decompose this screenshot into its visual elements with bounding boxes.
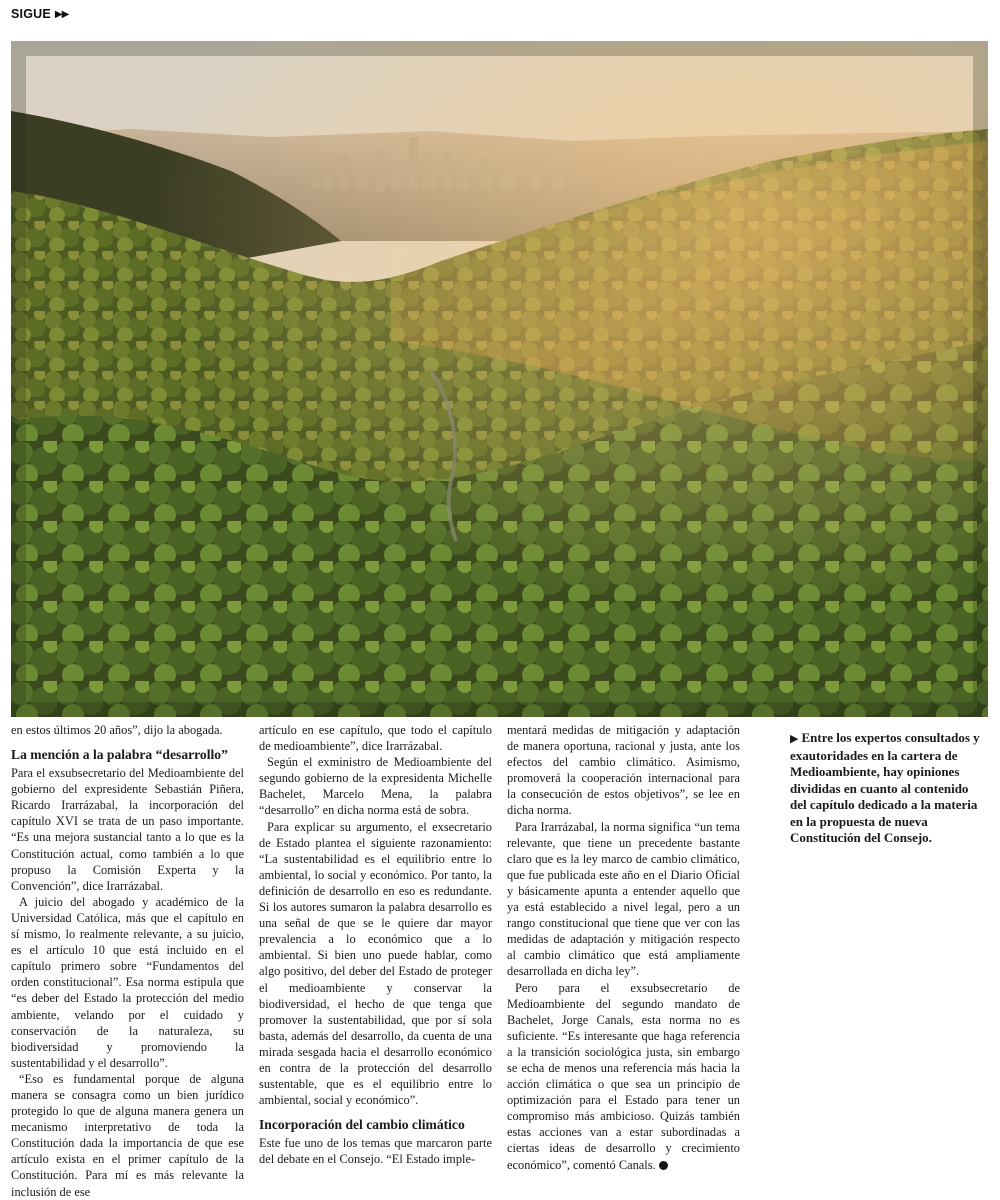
article-column-1 xyxy=(11,722,244,1200)
paragraph: Para Irarrázabal, la norma significa “un tema relevante, que tiene un precedente bastante claro que es la ley marco de cambio climático, que fue publicada este año en el Diario Oficial y básicamente apunta a entender aquello que ya está establecido a nivel legal, pero a un rango constitucional que tiene que ver con las medidas de adaptación y mitigación respecto al cambio climático que está ampliamente desarrollada en dicha ley”. xyxy=(507,819,740,979)
sidebar-text: Entre los expertos consultados y exautoridades en la cartera de Medioambiente, hay opiniones divididas en cuanto al contenido del capítulo dedicado a la materia en la propuesta de nueva Constitución del Consejo. xyxy=(790,730,980,845)
section-heading: La mención a la palabra “desarrollo” xyxy=(11,747,228,763)
paragraph-text: Pero para el exsubsecretario de Medioambiente del segundo mandato de Bachelet, Jorge Canals, esta norma no es suficiente. “Es interesante que haga referencia a la transición sociológica justa, sin embargo se echa de menos una referencia más hacia la acción climática o que sea un principio de optimización para el Estado para tener un compromiso más ambicioso. Quizás también estas acciones van a estar subordinadas a ciertas ideas de desarrollo y crecimiento económico”, comentó Canals. xyxy=(507,980,740,1172)
triangle-marker-icon: ▶ xyxy=(790,733,799,745)
paragraph: artículo en ese capítulo, que todo el capítulo de medioambiente”, dice Irarrázabal. xyxy=(259,723,492,754)
continue-text: SIGUE xyxy=(11,7,51,21)
sidebar-summary xyxy=(790,730,988,847)
paragraph: “Eso es fundamental porque de alguna manera se consagra como un bien jurídico protegido lo que de alguna manera genera un mecanismo interpretativo de toda la Constitución dada la importancia de que ese artículo exista en el primer capítulo de la Constitución. Para mí es más relevante la inclusión de ese xyxy=(11,1071,244,1199)
paragraph: Para explicar su argumento, el exsecretario de Estado plantea el siguiente razonamiento: “La sustentabilidad es el equilibrio entre lo ambiental, lo social y económico. Por tanto, la definición de desarrollo en eso es redundante. Si los autores sumaron la palabra desarrollo es una señal de que se le quiere dar mayor prevalencia a lo económico que a lo ambiental. Si bien uno puede hablar, como algo positivo, del deber del Estado de proteger el medioambiente y conservar la biodiversidad, el hecho de que tenga que promover la sustentabilidad, que por sí sola basta, además del desarrollo, da cuenta de una mirada sesgada hacia el desarrollo económico en contra de la protección del desarrollo sustentable, que es el equilibrio entre lo ambiental, social y económico”. xyxy=(259,819,492,1108)
paragraph xyxy=(507,980,740,1173)
section-heading: Incorporación del cambio climático xyxy=(259,1117,465,1133)
paragraph: Según el exministro de Medioambiente del segundo gobierno de la expresidenta Michelle Bachelet, Marcelo Mena, la palabra “desarrollo” en dicha norma está de sobra. xyxy=(259,755,492,818)
continue-label xyxy=(11,7,68,21)
article-column-2 xyxy=(259,722,492,1167)
paragraph: en estos últimos 20 años”, dijo la abogada. xyxy=(11,723,223,737)
double-arrow-icon: ▶▶ xyxy=(54,8,69,20)
paragraph: Para el exsubsecretario del Medioambiente del gobierno del expresidente Sebastián Piñera, Ricardo Irarrázabal, la incorporación del capítulo XVI se trata de un paso importante. “Es una mejora sustancial tanto a lo que es la Constitución actual, como también a lo que propuso la Comisión Experta y la Convención”, dice Irarrázabal. xyxy=(11,766,244,893)
article-column-3 xyxy=(507,722,740,1173)
paragraph: mentará medidas de mitigación y adaptación de manera oportuna, racional y justa, ante los efectos del cambio climático. Asimismo, promoverá la cooperación internacional para la consecución de estos objetivos”, se lee en dicha norma. xyxy=(507,723,740,818)
paragraph: A juicio del abogado y académico de la Universidad Católica, más que el capítulo en sí mismo, lo realmente relevante, a su juicio, es el artículo 10 que está incluido en el capítulo primero sobre “Fundamentos del orden constitucional”. Esa norma estipula que “es deber del Estado la protección del medio ambiente, velando por el cuidado y conservación de la naturaleza, su biodiversidad y promoviendo la sustentabilidad y el desarrollo”. xyxy=(11,894,244,1070)
forest-photo xyxy=(11,41,988,717)
end-mark-icon xyxy=(659,1161,668,1170)
paragraph: Este fue uno de los temas que marcaron parte del debate en el Consejo. “El Estado imple- xyxy=(259,1136,492,1167)
